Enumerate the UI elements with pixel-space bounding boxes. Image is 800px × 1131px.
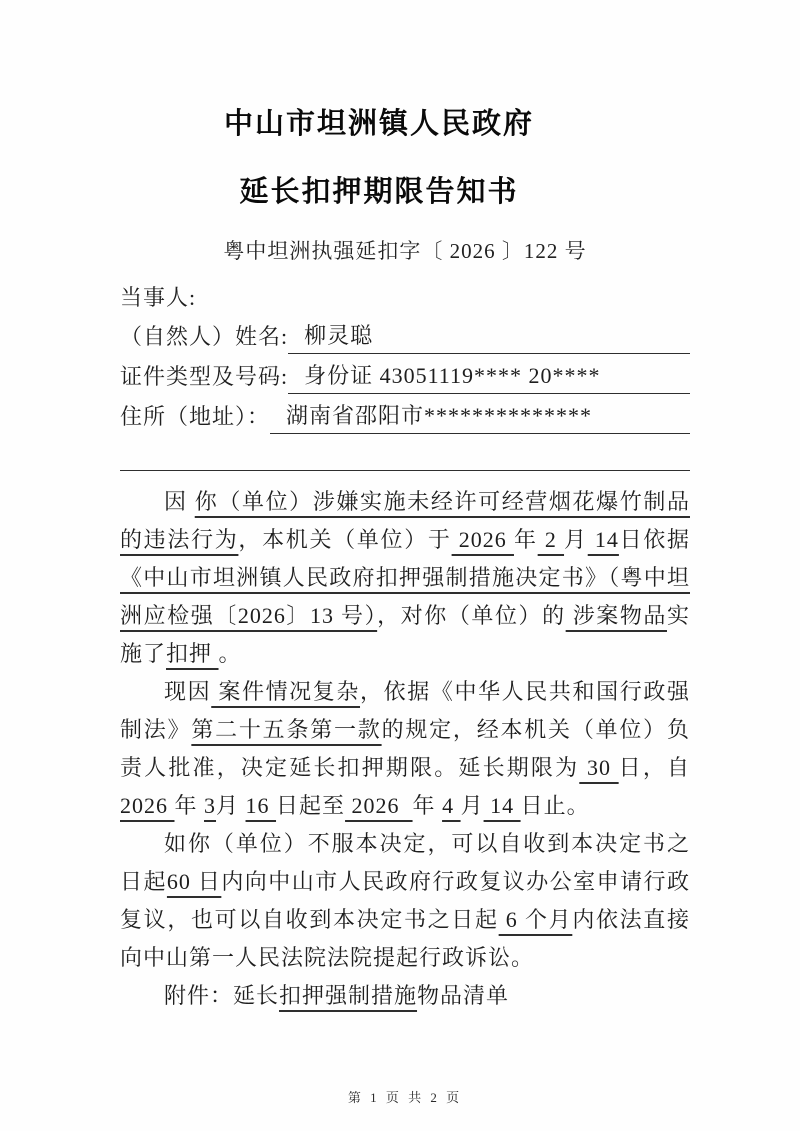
field-row-id-number	[120, 354, 690, 394]
field-row-name	[120, 314, 690, 354]
address-continuation-underline	[120, 434, 690, 471]
field-label-address: 住所（地址）：	[120, 404, 271, 429]
paragraph-seizure-basis: 因 你（单位）涉嫌实施未经许可经营烟花爆竹制品的违法行为，本机关（单位）于 2026 年 2 月 14日依据《中山市坦洲镇人民政府扣押强制措施决定书》（粤中坦洲应检强〔2026〕13 号），对你（单位）的 涉案物品实施了扣押 。	[120, 489, 690, 666]
page-footer: 第 1 页 共 2 页	[347, 1090, 463, 1105]
paragraph-extension-decision: 现因 案件情况复杂，依据《中华人民共和国行政强制法》第二十五条第一款的规定，经本机关（单位）负责人批准，决定延长扣押期限。延长期限为 30 日，自 2026 年 3月 16 日起至 2026 年 4 月 14 日止。	[120, 679, 690, 818]
field-value-address: 湖南省邵阳市**************	[270, 399, 690, 434]
issuing-authority-title: 中山市坦洲镇人民政府	[223, 108, 534, 140]
field-label-name: （自然人）姓名:	[120, 324, 289, 349]
party-section	[120, 282, 690, 471]
field-value-name: 柳灵聪	[288, 319, 690, 354]
document-body	[120, 483, 690, 1015]
party-heading: 当事人:	[120, 285, 197, 310]
field-label-id-number: 证件类型及号码:	[120, 364, 289, 389]
paragraph-appeal-rights: 如你（单位）不服本决定，可以自收到本决定书之日起60 日内向中山市人民政府行政复议办公室申请行政复议，也可以自收到本决定书之日起 6 个月内依法直接向中山第一人民法院法院提起行政诉讼。	[120, 831, 690, 970]
attachment-line: 附件：延长扣押强制措施物品清单	[164, 983, 510, 1008]
document-type-title: 延长扣押期限告知书	[239, 176, 519, 208]
field-row-address	[120, 394, 690, 434]
field-value-id-number: 身份证 43051119**** 20****	[288, 359, 690, 394]
title-block	[94, 102, 664, 214]
document-number: 粤中坦洲执强延扣字〔 2026 〕122 号	[223, 239, 587, 263]
